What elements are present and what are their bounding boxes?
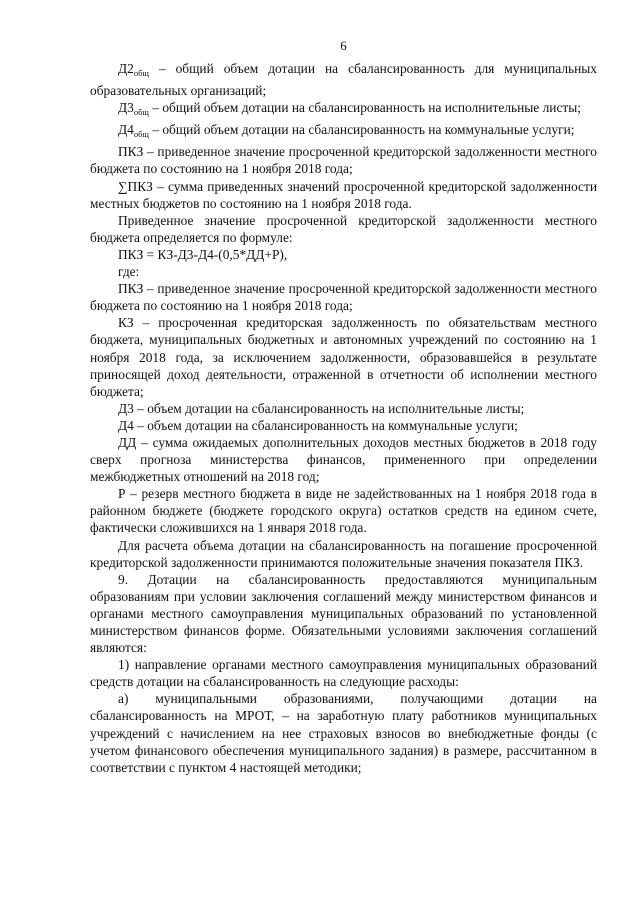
document-page bbox=[90, 38, 597, 776]
symbol-d2: Д2 bbox=[118, 61, 134, 76]
definition-d4-text: – общий объем дотации на сбалансированность на коммунальные услуги; bbox=[148, 122, 575, 138]
subscript-d2: общ bbox=[133, 68, 149, 78]
subscript-d4: общ bbox=[133, 129, 149, 140]
symbol-d4: Д4 bbox=[118, 122, 134, 138]
subscript-d3: общ bbox=[133, 107, 149, 118]
definition-d3-short: Д3 – объем дотации на сбалансированность на исполнительные листы; bbox=[118, 400, 525, 416]
definition-d4-short: Д4 – объем дотации на сбалансированность на коммунальные услуги; bbox=[118, 417, 518, 433]
definition-d2 bbox=[90, 60, 597, 99]
definition-dd: ДД – сумма ожидаемых дополнительных доходов местных бюджетов в 2018 году сверх прогноза министерства финансов, примененного при определении межбюджетных отношений на 2018 год; bbox=[90, 434, 597, 485]
definition-d4 bbox=[90, 121, 597, 143]
clause-9: 9. Дотации на сбалансированность предоставляются муниципальным образованиям при условии заключения соглашений между министерством финансов и органами местного самоуправления муниципальных образований по установленной министерством финансов форме. Обязательными условиями заключения соглашений являются: bbox=[90, 571, 597, 656]
definition-pkz: ПКЗ – приведенное значение просроченной кредиторской задолженности местного бюджета по состоянию на 1 ноября 2018 года; bbox=[90, 144, 597, 177]
formula-intro: Приведенное значение просроченной кредиторской задолженности местного бюджета определяется по формуле: bbox=[90, 212, 597, 245]
definition-d2-text: – общий объем дотации на сбалансированность для муниципальных образовательных организаций; bbox=[90, 61, 597, 99]
symbol-d3: Д3 bbox=[118, 100, 134, 116]
clause-9-item-1: 1) направление органами местного самоуправления муниципальных образований средств дотации на сбалансированность на следующие расходы: bbox=[90, 657, 597, 690]
where-label: где: bbox=[118, 264, 140, 280]
clause-9-item-1a: а) муниципальными образованиями, получающими дотации на сбалансированность на МРОТ, – на заработную плату работников муниципальных учреждений с начислением на нее страховых взносов во внебюджетные фонды (с учетом финансового обеспечения муниципального задания) в размере, рассчитанном в соответствии с пунктом 4 настоящей методики; bbox=[90, 691, 597, 775]
formula: ПКЗ = КЗ-Д3-Д4-(0,5*ДД+Р), bbox=[118, 246, 288, 262]
definition-d3 bbox=[90, 99, 597, 121]
definition-r: Р – резерв местного бюджета в виде не задействованных на 1 ноября 2018 года в районном бюджете (бюджете городского округа) остатков средств на едином счете, фактически сложившихся на 1 января 2018 года. bbox=[90, 486, 597, 536]
definition-d3-text: – общий объем дотации на сбалансированность на исполнительные листы; bbox=[148, 100, 581, 116]
definition-pkz-2: ПКЗ – приведенное значение просроченной кредиторской задолженности местного бюджета по состоянию на 1 ноября 2018 года; bbox=[90, 281, 597, 314]
definition-sum-pkz: ∑ПКЗ – сумма приведенных значений просроченной кредиторской задолженности местных бюджетов по состоянию на 1 ноября 2018 года. bbox=[90, 178, 597, 211]
definition-kz: КЗ – просроченная кредиторская задолженность по обязательствам местного бюджета, муниципальных бюджетных и автономных учреждений по состоянию на 1 ноября 2018 года, за исключением задолженности, образовавшейся в результате приносящей доход деятельности, отраженной в отчетности об исполнении местного бюджета; bbox=[90, 315, 597, 399]
pkz-positive-note: Для расчета объема дотации на сбалансированность на погашение просроченной кредиторской задолженности принимаются положительные значения показателя ПКЗ. bbox=[90, 537, 597, 570]
page-number: 6 bbox=[340, 38, 347, 53]
